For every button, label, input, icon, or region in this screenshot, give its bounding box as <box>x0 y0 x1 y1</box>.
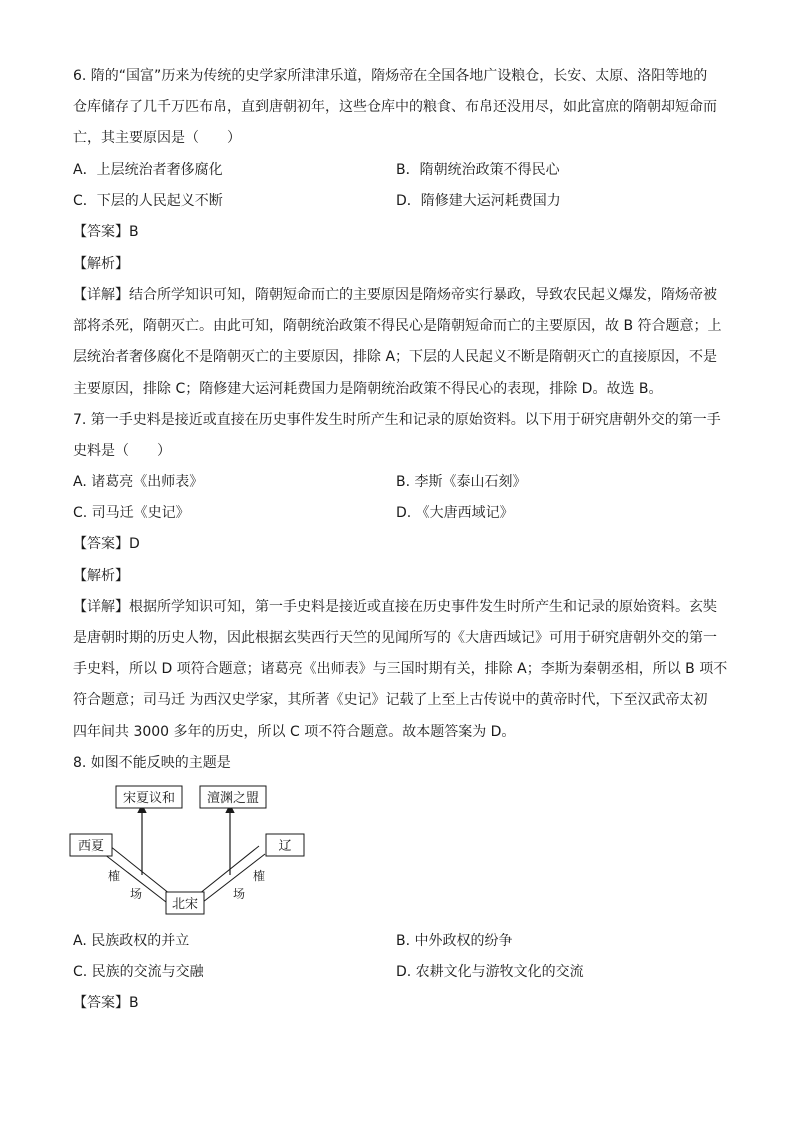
q6-option-b: B．隋朝统治政策不得民心 <box>396 162 560 178</box>
diagram-label-northern-song: 北宋 <box>171 897 199 912</box>
diagram-label-shanyuan-treaty: 澶渊之盟 <box>206 791 260 806</box>
q8-option-b: B. 中外政权的纷争 <box>396 933 513 949</box>
diagram-label-liao: 辽 <box>278 839 292 854</box>
q6-stem-line-1: 6. 隋的“国富”历来为传统的史学家所津津乐道，隋炀帝在全国各地广设粮仓，长安、太原、洛阳等地的 <box>73 68 708 84</box>
q8-stem: 8. 如图不能反映的主题是 <box>73 755 231 771</box>
q7-detail-line-1: 【详解】根据所学知识可知，第一手史料是接近或直接在历史事件发生时所产生和记录的原始资料。玄奘 <box>73 599 717 615</box>
q6-stem-line-2: 仓库储存了几千万匹布帛，直到唐朝初年，这些仓库中的粮食、布帛还没用尽，如此富庶的隋朝却短命而 <box>73 99 717 115</box>
q7-detail-line-5: 四年间共 3000 多年的历史，所以 C 项不符合题意。故本题答案为 D。 <box>73 724 516 740</box>
q8-answer: 【答案】B <box>73 995 139 1011</box>
q7-detail-line-2: 是唐朝时期的历史人物，因此根据玄奘西行天竺的见闻所写的《大唐西域记》可用于研究唐朝外交的第一 <box>73 630 717 646</box>
q7-analysis-label: 【解析】 <box>73 568 129 584</box>
q6-detail-line-1: 【详解】结合所学知识可知，隋朝短命而亡的主要原因是隋炀帝实行暴政，导致农民起义爆发，隋炀帝被 <box>73 287 717 303</box>
q8-option-a: A. 民族政权的并立 <box>73 933 190 949</box>
q7-option-b: B. 李斯《泰山石刻》 <box>396 474 527 490</box>
q6-answer: 【答案】B <box>73 224 139 240</box>
q6-detail-line-4: 主要原因，排除 C；隋修建大运河耗费国力是隋朝统治政策不得民心的表现，排除 D。故选 B。 <box>73 381 663 397</box>
q6-detail-line-2: 部将杀死，隋朝灭亡。由此可知，隋朝统治政策不得民心是隋朝短命而亡的主要原因，故 B 符合题意；上 <box>73 318 722 334</box>
q6-stem-line-3: 亡，其主要原因是（ ） <box>73 130 241 146</box>
q8-option-c: C. 民族的交流与交融 <box>73 964 204 980</box>
q7-stem-line-1: 7. 第一手史料是接近或直接在历史事件发生时所产生和记录的原始资料。以下用于研究唐朝外交的第一手 <box>73 412 721 428</box>
q6-option-a: A．上层统治者奢侈腐化 <box>73 162 223 178</box>
q7-answer: 【答案】D <box>73 536 140 552</box>
q8-option-d: D. 农耕文化与游牧文化的交流 <box>396 964 584 980</box>
diagram-label-song-xia-peace: 宋夏议和 <box>122 791 176 806</box>
q7-option-d: D. 《大唐西域记》 <box>396 505 514 521</box>
q6-analysis-label: 【解析】 <box>73 256 129 272</box>
q7-option-a: A. 诸葛亮《出师表》 <box>73 474 204 490</box>
diagram-channel-left-char-2: 场 <box>129 887 143 901</box>
q6-option-d: D．隋修建大运河耗费国力 <box>396 193 561 209</box>
q6-option-c: C．下层的人民起义不断 <box>73 193 223 209</box>
q6-detail-line-3: 层统治者奢侈腐化不是隋朝灭亡的主要原因，排除 A；下层的人民起义不断是隋朝灭亡的直接原因，不是 <box>73 349 718 365</box>
diagram-channel-left-char-1: 榷 <box>107 869 121 883</box>
diagram-channel-right-char-2: 场 <box>232 887 246 901</box>
q7-option-c: C. 司马迁《史记》 <box>73 505 190 521</box>
diagram-channel-right-char-1: 榷 <box>252 869 266 883</box>
diagram-label-western-xia: 西夏 <box>77 839 105 854</box>
q7-stem-line-2: 史料是（ ） <box>73 443 171 459</box>
q7-detail-line-3: 手史料，所以 D 项符合题意；诸葛亮《出师表》与三国时期有关，排除 A；李斯为秦朝丞相，所以 B 项不 <box>73 661 728 677</box>
q7-detail-line-4: 符合题意；司马迁 为西汉史学家，其所著《史记》记载了上至上古传说中的黄帝时代，下至汉武帝太初 <box>73 692 708 708</box>
q8-diagram <box>66 780 316 920</box>
